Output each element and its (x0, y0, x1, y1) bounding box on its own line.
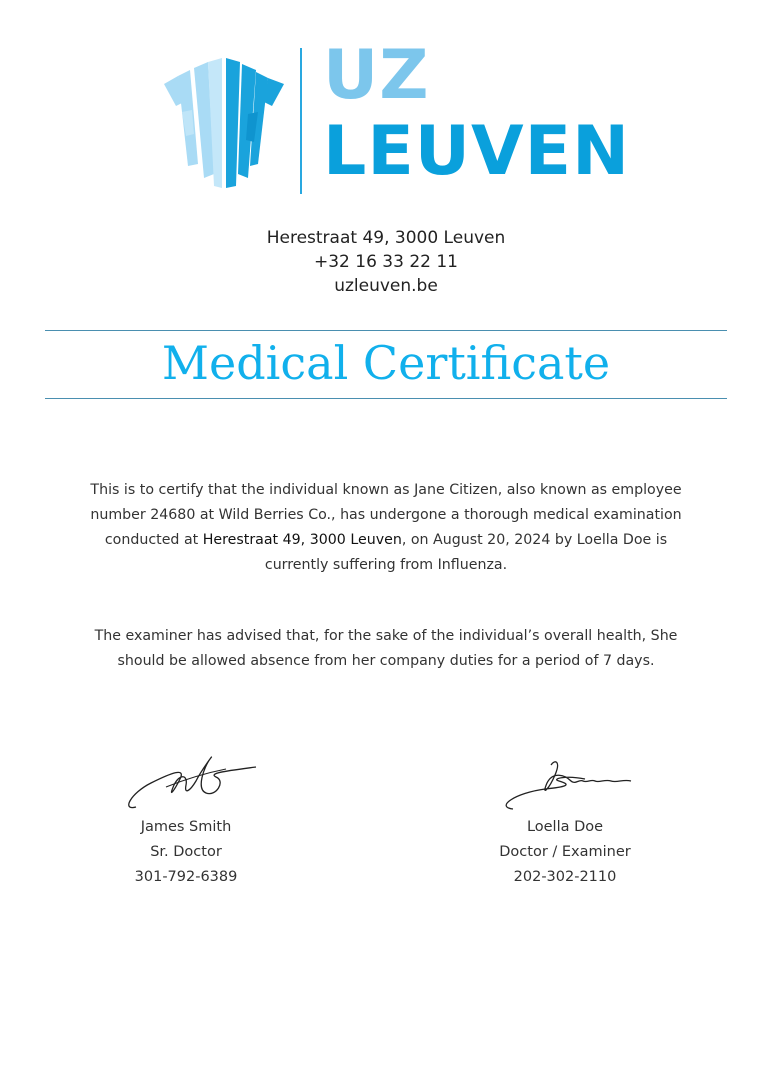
logo-text-uz: UZ (323, 36, 430, 115)
signer-role: Doctor / Examiner (499, 844, 631, 860)
signer-phone: 301-792-6389 (134, 869, 238, 885)
advice-paragraph: The examiner has advised that, for the sake of the individual’s overall health, She should be allowed absence from her company duties for a period of 7 days. (94, 628, 678, 669)
phone: +32 16 33 22 11 (313, 252, 459, 272)
signature-icon (76, 745, 296, 815)
signer-phone: 202-302-2110 (513, 869, 617, 885)
exam-location: Herestraat 49, 3000 Leuven (202, 532, 402, 548)
paragraph-text: , on August 20, 2024 by Loella Doe is currently suffering from Influenza. (264, 532, 668, 573)
contact-info (0, 226, 772, 298)
title-rule-top (45, 330, 727, 331)
paragraph-text: This is to certify that the individual known as Jane Citizen, also known as employee number 24680 at Wild Berries Co., has undergone a thorough medical examination conducted at (90, 482, 682, 548)
signature-block-james-smith (76, 745, 296, 890)
logo-text-leuven: LEUVEN (323, 112, 630, 191)
signer-name: James Smith (140, 819, 232, 835)
uz-leuven-emblem-icon (164, 54, 284, 189)
signer-role: Sr. Doctor (150, 844, 222, 860)
logo (160, 36, 630, 196)
logo-divider (300, 48, 302, 194)
signature-icon (455, 745, 675, 815)
website: uzleuven.be (334, 276, 438, 296)
signer-name: Loella Doe (526, 819, 604, 835)
address: Herestraat 49, 3000 Leuven (266, 228, 506, 248)
certification-paragraph (80, 478, 692, 578)
signature-block-loella-doe (455, 745, 675, 890)
page-title: Medical Certificate (161, 336, 611, 390)
title-rule-bottom (45, 398, 727, 399)
